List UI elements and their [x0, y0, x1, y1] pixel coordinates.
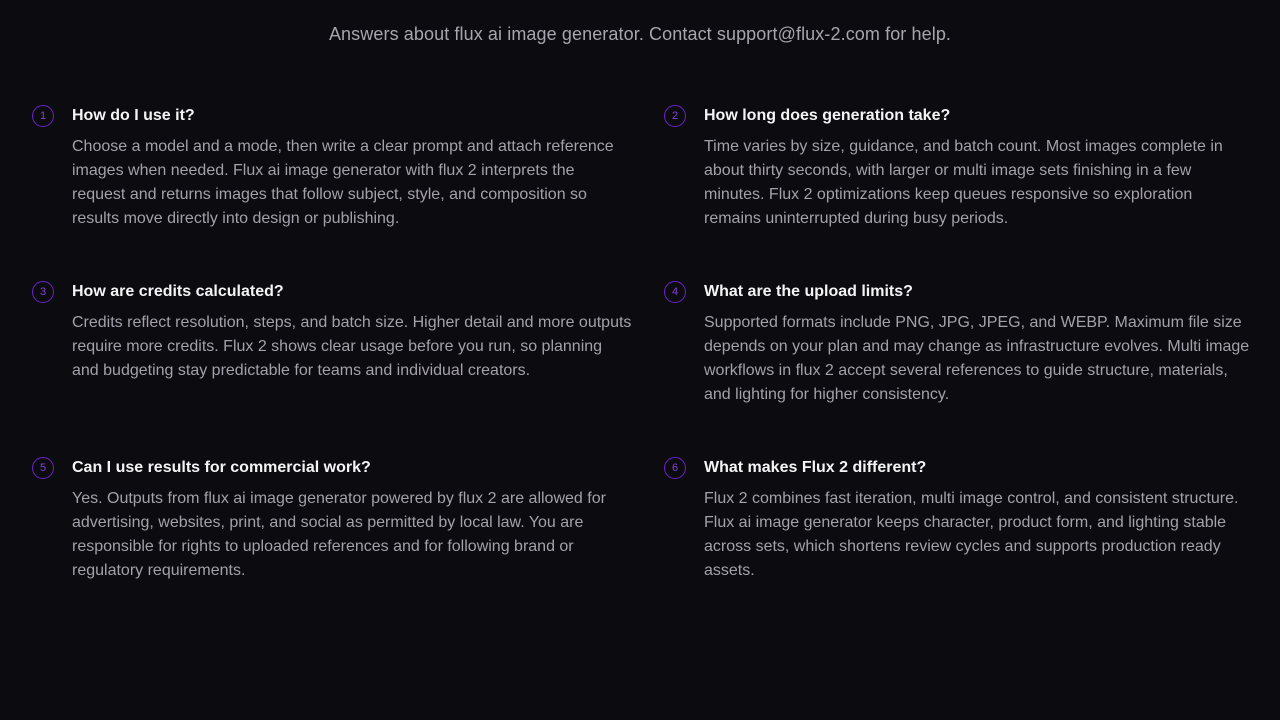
- faq-answer: Time varies by size, guidance, and batch count. Most images complete in about thirty seconds, with larger or multi image sets finishing in a few minutes. Flux 2 optimizations keep queues responsive so exploration remains uninterrupted during busy periods.: [704, 138, 1223, 227]
- faq-number-badge: 1: [32, 105, 54, 127]
- faq-number-badge: 6: [664, 457, 686, 479]
- faq-answer: Supported formats include PNG, JPG, JPEG, and WEBP. Maximum file size depends on your plan and may change as infrastructure evolves. Multi image workflows in flux 2 accept several references to guide structure, materials, and lighting for higher consistency.: [704, 314, 1250, 403]
- faq-question: What are the upload limits?: [704, 283, 913, 300]
- faq-question: Can I use results for commercial work?: [72, 459, 371, 476]
- faq-question: How do I use it?: [72, 107, 195, 124]
- faq-number-badge: 5: [32, 457, 54, 479]
- faq-answer: Flux 2 combines fast iteration, multi image control, and consistent structure. Flux ai image generator keeps character, product form, and lighting stable across sets, which shortens review cycles and supports production ready assets.: [704, 490, 1239, 579]
- faq-number-badge: 2: [664, 105, 686, 127]
- faq-answer: Credits reflect resolution, steps, and batch size. Higher detail and more outputs require more credits. Flux 2 shows clear usage before you run, so planning and budgeting stay predictable for teams and individual creators.: [72, 314, 632, 379]
- faq-subtitle: Answers about flux ai image generator. Contact support@flux-2.com for help.: [328, 24, 952, 44]
- faq-item-4: [664, 279, 1252, 409]
- faq-answer: Yes. Outputs from flux ai image generator powered by flux 2 are allowed for advertising, websites, print, and social as permitted by local law. You are responsible for rights to uploaded references and for following brand or regulatory requirements.: [72, 490, 606, 579]
- faq-grid: [32, 103, 1252, 585]
- faq-item-3: [32, 279, 632, 409]
- faq-item-6: [664, 455, 1252, 585]
- faq-question: How long does generation take?: [704, 107, 951, 124]
- faq-item-5: [32, 455, 632, 585]
- faq-question: How are credits calculated?: [72, 283, 284, 300]
- faq-number-badge: 3: [32, 281, 54, 303]
- faq-number-badge: 4: [664, 281, 686, 303]
- faq-answer: Choose a model and a mode, then write a clear prompt and attach reference images when needed. Flux ai image generator with flux 2 interprets the request and returns images that follow subject, style, and composition so results move directly into design or publishing.: [72, 138, 614, 227]
- faq-item-1: [32, 103, 632, 233]
- faq-question: What makes Flux 2 different?: [704, 459, 927, 476]
- faq-item-2: [664, 103, 1252, 233]
